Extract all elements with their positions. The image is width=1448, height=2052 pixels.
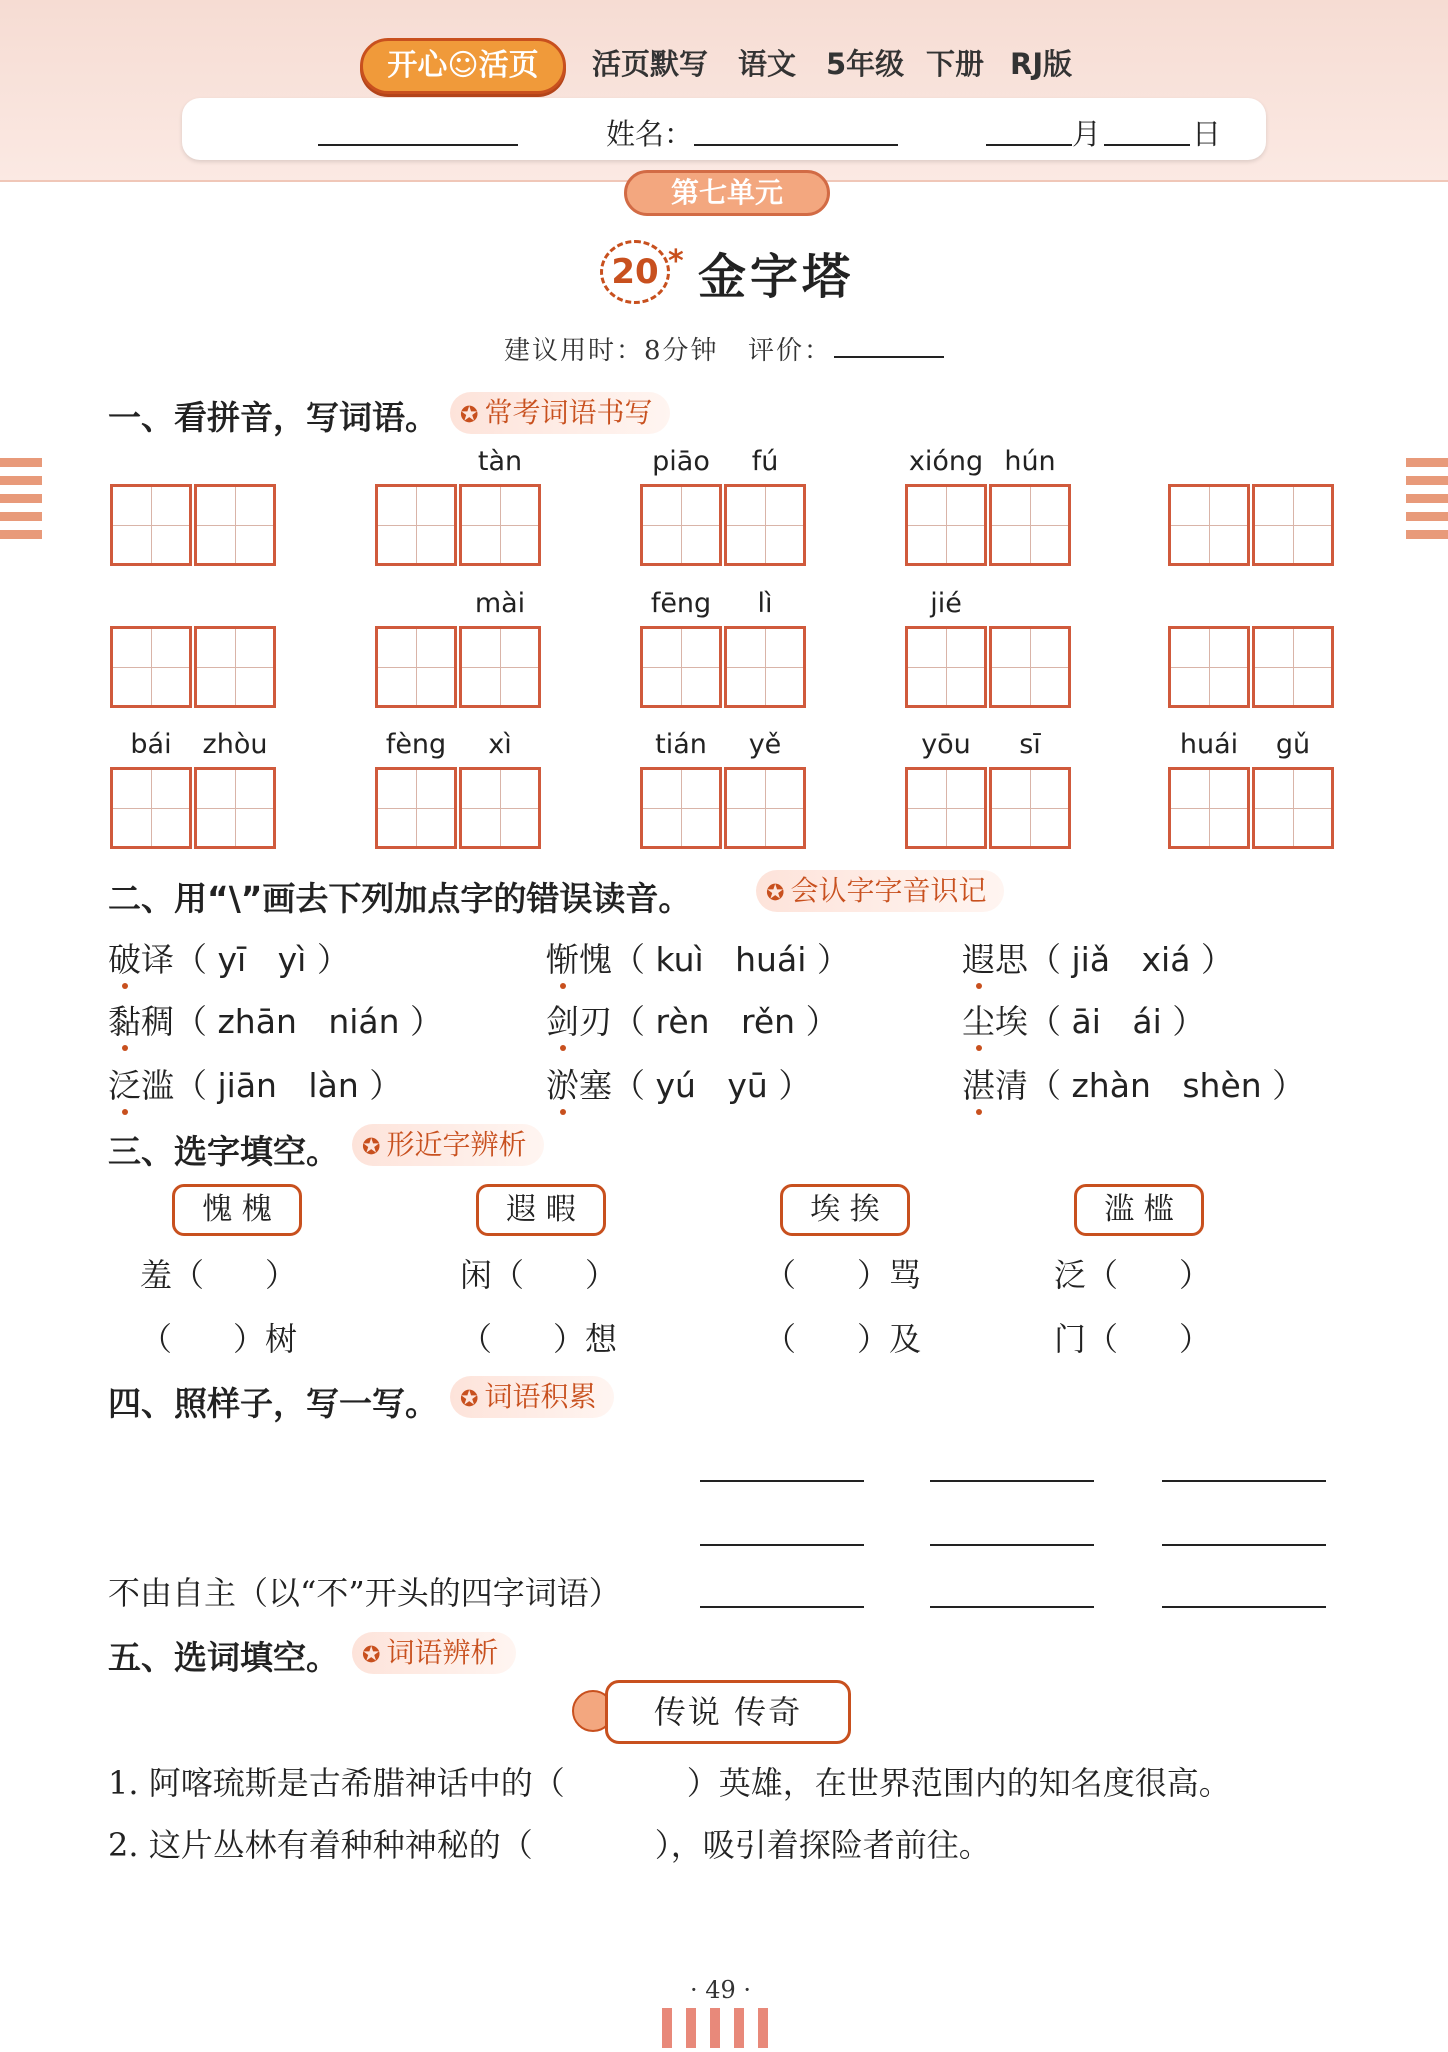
section1-title: 一、看拼音，写词语。 <box>108 398 438 437</box>
pinyin-options[interactable]: （ yú yū ） <box>612 1066 812 1105</box>
dotted-char: 破 <box>108 940 141 979</box>
pinyin-options[interactable]: （ jiān làn ） <box>174 1066 403 1105</box>
char-choice-box: 滥 槛 <box>1074 1184 1204 1236</box>
sentence-1: 1. 阿喀琉斯是古希腊神话中的（ ）英雄，在世界范围内的知名度很高。 <box>108 1764 1231 1802</box>
answer-line[interactable] <box>930 1544 1094 1546</box>
page-number: · 49 · <box>690 1976 752 2004</box>
gear-icon: ✪ <box>362 1643 381 1668</box>
char-choice-box: 愧 槐 <box>172 1184 302 1236</box>
day-input-line[interactable] <box>1104 144 1190 146</box>
pronunciation-item <box>962 934 1234 981</box>
word-choice-box: 传说 传奇 <box>605 1680 851 1744</box>
pinyin-label: mài <box>474 588 526 619</box>
writing-cell[interactable] <box>905 767 987 849</box>
dotted-char: 淤 <box>546 1066 579 1105</box>
writing-cell[interactable] <box>640 767 722 849</box>
writing-cell[interactable] <box>375 767 457 849</box>
series-label: 活页默写 <box>592 47 709 81</box>
dotted-char: 泛 <box>108 1066 141 1105</box>
sentence-2: 2. 这片丛林有着种种神秘的（ ），吸引着探险者前往。 <box>108 1826 991 1864</box>
pinyin-label: gǔ <box>1275 729 1311 760</box>
pinyin-label: tàn <box>477 446 523 477</box>
section5-title: 五、选词填空。 <box>108 1638 339 1677</box>
writing-cell[interactable] <box>724 484 806 566</box>
writing-cell[interactable] <box>375 626 457 708</box>
gear-icon: ✪ <box>362 1135 381 1160</box>
word-char: 译 <box>141 940 174 979</box>
writing-cell[interactable] <box>459 767 541 849</box>
word-char: 滥 <box>141 1066 174 1105</box>
writing-cell[interactable] <box>1252 484 1334 566</box>
writing-cell[interactable] <box>110 484 192 566</box>
gear-icon: ✪ <box>460 1387 479 1412</box>
answer-line[interactable] <box>700 1606 864 1608</box>
pinyin-label: zhòu <box>202 729 268 760</box>
writing-cell[interactable] <box>459 626 541 708</box>
section4-title: 四、照样子，写一写。 <box>108 1384 438 1423</box>
writing-cell[interactable] <box>194 484 276 566</box>
writing-cell[interactable] <box>375 484 457 566</box>
gear-icon: ✪ <box>766 881 785 906</box>
writing-cell[interactable] <box>1168 767 1250 849</box>
section3-tag-label: 形近字辨析 <box>386 1128 527 1161</box>
pinyin-label: fú <box>751 446 779 477</box>
section1-tag <box>450 392 670 434</box>
section2-title: 二、用“\”画去下列加点字的错误读音。 <box>108 879 692 918</box>
answer-line[interactable] <box>1162 1544 1326 1546</box>
word-char: 清 <box>995 1066 1028 1105</box>
left-decoration <box>0 458 42 548</box>
word-char: 稠 <box>141 1002 174 1041</box>
dotted-char: 湛 <box>962 1066 995 1105</box>
month-label: 月 <box>1072 117 1102 151</box>
suggested-time: 建议用时：8分钟 <box>504 336 719 366</box>
fill-blank[interactable]: （ ）及 <box>764 1320 922 1358</box>
pinyin-label: jié <box>930 588 962 619</box>
writing-cell[interactable] <box>724 767 806 849</box>
word-char: 塞 <box>579 1066 612 1105</box>
word-char: 愧 <box>579 940 612 979</box>
student-info-bar <box>182 98 1266 160</box>
footer-decoration <box>662 2008 782 2052</box>
answer-line[interactable] <box>1162 1480 1326 1482</box>
pronunciation-item <box>108 934 350 981</box>
writing-cell[interactable] <box>905 626 987 708</box>
blank-line[interactable] <box>318 144 518 146</box>
pinyin-label: lì <box>757 588 773 619</box>
answer-line[interactable] <box>700 1544 864 1546</box>
unit-badge: 第七单元 <box>624 170 830 216</box>
word-char: 刃 <box>579 1002 612 1041</box>
writing-cell[interactable] <box>724 626 806 708</box>
month-input-line[interactable] <box>986 144 1072 146</box>
evaluation-line[interactable] <box>834 356 944 358</box>
fill-blank[interactable]: 门（ ） <box>1054 1320 1212 1358</box>
pronunciation-item <box>546 934 850 981</box>
section4-tag <box>450 1376 614 1418</box>
pinyin-options[interactable]: （ rèn rěn ） <box>612 1002 839 1041</box>
gear-icon: ✪ <box>460 403 479 428</box>
pronunciation-item <box>546 1060 811 1107</box>
writing-cell[interactable] <box>989 767 1071 849</box>
word-char: 埃 <box>995 1002 1028 1041</box>
pinyin-options[interactable]: （ āi ái ） <box>1028 1002 1206 1041</box>
volume-label: 下册 <box>926 47 985 81</box>
writing-cell[interactable] <box>194 767 276 849</box>
section3-tag <box>352 1124 544 1166</box>
pinyin-label: huái <box>1179 729 1239 760</box>
section1-tag-label: 常考词语书写 <box>484 396 653 429</box>
writing-cell[interactable] <box>1168 484 1250 566</box>
pronunciation-item <box>108 996 443 1043</box>
pinyin-label: bái <box>130 729 172 760</box>
writing-cell[interactable] <box>1168 626 1250 708</box>
name-input-line[interactable] <box>694 144 898 146</box>
section2-tag-label: 会认字字音识记 <box>790 874 987 907</box>
writing-cell[interactable] <box>110 767 192 849</box>
evaluation-label: 评价： <box>748 336 833 366</box>
writing-cell[interactable] <box>459 484 541 566</box>
word-char: 思 <box>995 940 1028 979</box>
section4-tag-label: 词语积累 <box>484 1380 597 1413</box>
writing-cell[interactable] <box>1252 626 1334 708</box>
name-label: 姓名： <box>606 117 694 151</box>
section2-tag <box>756 870 1004 912</box>
right-decoration <box>1406 458 1448 548</box>
section3-title: 三、选字填空。 <box>108 1132 339 1171</box>
pinyin-label: sī <box>1019 729 1041 760</box>
pinyin-label: xióng <box>908 446 984 477</box>
writing-cell[interactable] <box>905 484 987 566</box>
fill-blank[interactable]: （ ）想 <box>460 1320 618 1358</box>
fill-blank[interactable]: 羞（ ） <box>140 1256 298 1294</box>
writing-cell[interactable] <box>194 626 276 708</box>
writing-cell[interactable] <box>110 626 192 708</box>
writing-cell[interactable] <box>989 626 1071 708</box>
lesson-title: 金字塔 <box>698 249 855 305</box>
fill-blank[interactable]: 闲（ ） <box>460 1256 618 1294</box>
pinyin-label: hún <box>1004 446 1056 477</box>
pinyin-options[interactable]: （ yī yì ） <box>174 940 350 979</box>
grade-label: 5年级 <box>826 47 905 81</box>
section5-tag <box>352 1632 516 1674</box>
pinyin-options[interactable]: （ zhàn shèn ） <box>1028 1066 1306 1105</box>
dotted-char: 惭 <box>546 940 579 979</box>
answer-line[interactable] <box>700 1480 864 1482</box>
day-label: 日 <box>1192 117 1222 151</box>
pinyin-label: fèng <box>385 729 447 760</box>
char-choice-box: 埃 挨 <box>780 1184 910 1236</box>
pinyin-label: piāo <box>652 446 710 477</box>
fill-blank[interactable]: （ ）骂 <box>764 1256 922 1294</box>
pinyin-options[interactable]: （ kuì huái ） <box>612 940 850 979</box>
edition-label: RJ版 <box>1010 47 1073 81</box>
fill-blank[interactable]: 泛（ ） <box>1054 1256 1212 1294</box>
char-choice-box: 遐 暇 <box>476 1184 606 1236</box>
pronunciation-item <box>546 996 839 1043</box>
lesson-star: * <box>668 244 684 279</box>
pinyin-options[interactable]: （ zhān nián ） <box>174 1002 444 1041</box>
dotted-char: 遐 <box>962 940 995 979</box>
pronunciation-item <box>962 1060 1305 1107</box>
lesson-number: 20 <box>600 240 670 304</box>
pinyin-label: fēng <box>650 588 712 619</box>
answer-line[interactable] <box>930 1606 1094 1608</box>
pronunciation-item <box>108 1060 402 1107</box>
fill-blank[interactable]: （ ）树 <box>140 1320 298 1358</box>
pinyin-label: xì <box>488 729 512 760</box>
answer-line[interactable] <box>930 1480 1094 1482</box>
dotted-char: 尘 <box>962 1002 995 1041</box>
dotted-char: 剑 <box>546 1002 579 1041</box>
brand-logo: 开心☺活页 <box>360 38 566 94</box>
pinyin-label: yōu <box>921 729 971 760</box>
pinyin-label: yě <box>748 729 782 760</box>
writing-cell[interactable] <box>640 626 722 708</box>
writing-cell[interactable] <box>989 484 1071 566</box>
writing-cell[interactable] <box>1252 767 1334 849</box>
answer-line[interactable] <box>1162 1606 1326 1608</box>
subject-label: 语文 <box>738 47 797 81</box>
writing-cell[interactable] <box>640 484 722 566</box>
section5-tag-label: 词语辨析 <box>386 1636 499 1669</box>
dotted-char: 黏 <box>108 1002 141 1041</box>
example-prompt: 不由自主（以“不”开头的四字词语） <box>108 1574 621 1612</box>
pronunciation-item <box>962 996 1205 1043</box>
pinyin-options[interactable]: （ jiǎ xiá ） <box>1028 940 1234 979</box>
pinyin-label: tián <box>655 729 707 760</box>
